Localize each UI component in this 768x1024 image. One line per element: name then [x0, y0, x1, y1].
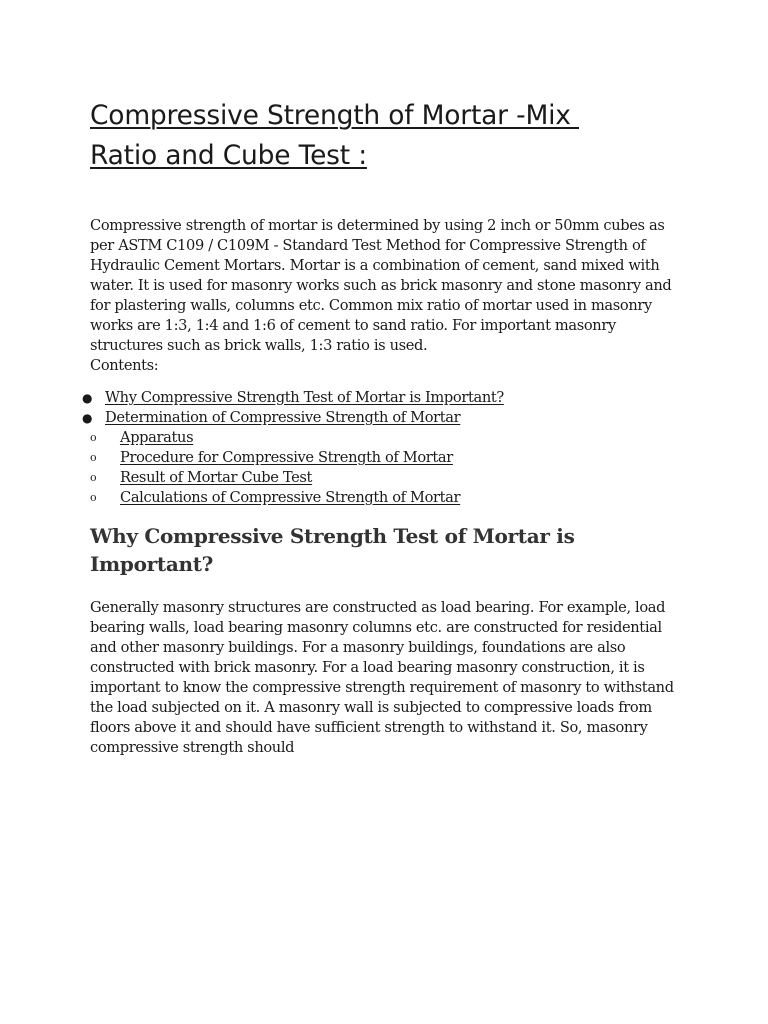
section-heading: Why Compressive Strength Test of Mortar is Important? [90, 524, 575, 576]
bullet-dot-icon: ● [82, 411, 93, 425]
section-paragraph: Generally masonry structures are constructed as load bearing. For example, load bearing walls, load bearing masonry columns etc. are constructed for residential and other masonry buildings. For a masonry buildings, foundations are also constructed with brick masonry. For a load bearing masonry construction, it is important to know the compressive strength requirement of masonry to withstand the load subjected on it. A masonry wall is subjected to compressive loads from floors above it and should have sufficient strength to withstand it. So, masonry compressive strength should [90, 599, 674, 756]
toc-link-why-important[interactable]: Why Compressive Strength Test of Mortar is Important? [105, 389, 504, 406]
page-title [90, 96, 680, 176]
toc-item [82, 388, 680, 408]
toc-link-apparatus[interactable]: Apparatus [120, 429, 194, 446]
intro-section [90, 216, 680, 376]
bullet-circle-icon: o [90, 491, 97, 504]
toc-link-determination[interactable]: Determination of Compressive Strength of Mortar [105, 409, 461, 426]
toc-subitem [90, 448, 680, 468]
section-body [90, 598, 680, 758]
bullet-circle-icon: o [90, 471, 97, 484]
table-of-contents [82, 388, 680, 508]
toc-item [82, 408, 680, 428]
bullet-circle-icon: o [90, 431, 97, 444]
toc-subitem [90, 488, 680, 508]
title-line-2: Ratio and Cube Test : [90, 140, 367, 171]
toc-link-calculations[interactable]: Calculations of Compressive Strength of Mortar [120, 489, 461, 506]
toc-link-result[interactable]: Result of Mortar Cube Test [120, 469, 313, 486]
contents-label: Contents: [90, 357, 159, 374]
toc-subitem [90, 468, 680, 488]
toc-link-procedure[interactable]: Procedure for Compressive Strength of Mortar [120, 449, 453, 466]
toc-subitem [90, 428, 680, 448]
document-page [82, 96, 680, 758]
bullet-circle-icon: o [90, 451, 97, 464]
title-line-1: Compressive Strength of Mortar -Mix [90, 100, 579, 131]
bullet-dot-icon: ● [82, 391, 93, 405]
intro-paragraph: Compressive strength of mortar is determined by using 2 inch or 50mm cubes as per ASTM C109 / C109M - Standard Test Method for Compressive Strength of Hydraulic Cement Mortars. Mortar is a combination of cement, sand mixed with water. It is used for masonry works such as brick masonry and stone masonry and for plastering walls, columns etc. Common mix ratio of mortar used in masonry works are 1:3, 1:4 and 1:6 of cement to sand ratio. For important masonry structures such as brick walls, 1:3 ratio is used. [90, 217, 672, 354]
